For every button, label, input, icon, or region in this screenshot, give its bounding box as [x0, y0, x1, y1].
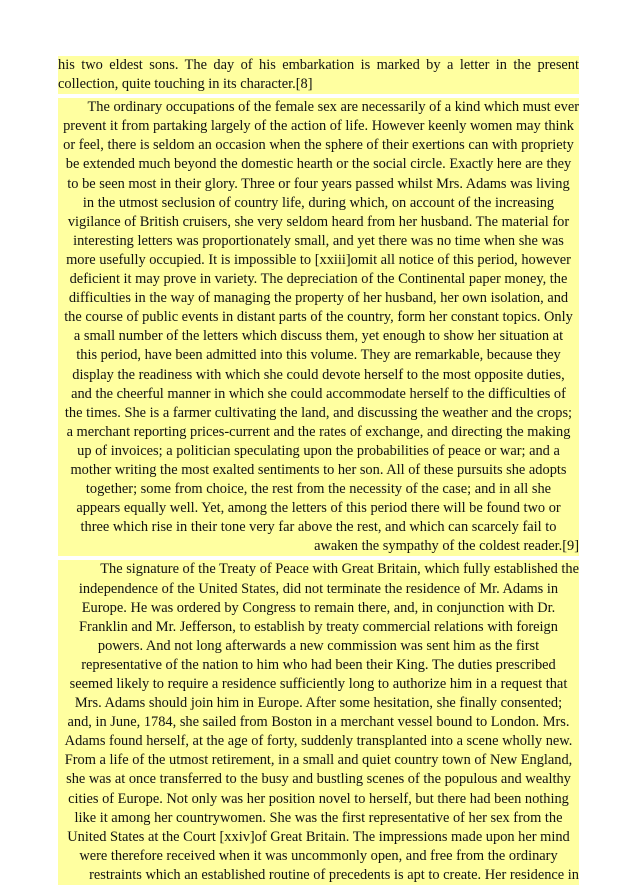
- text-line: difficulties in the way of managing the property of her husband, her own isolation, and: [58, 289, 579, 308]
- text-line: independence of the United States, did not terminate the residence of Mr. Adams in: [58, 580, 579, 599]
- text-line: were therefore received when it was uncommonly open, and free from the ordinary: [58, 847, 579, 866]
- text-line: awaken the sympathy of the coldest reader.[9]: [58, 537, 579, 556]
- text-line: to be seen most in their glory. Three or four years passed whilst Mrs. Adams was living: [58, 175, 579, 194]
- text-line: Europe. He was ordered by Congress to remain there, and, in conjunction with Dr.: [58, 599, 579, 618]
- text-line: more usefully occupied. It is impossible to [xxiii]omit all notice of this period, however: [58, 251, 579, 270]
- text-line: representative of the nation to him who had been their King. The duties prescribed: [58, 656, 579, 675]
- text-line: a small number of the letters which discuss them, yet enough to show her situation at: [58, 327, 579, 346]
- text-line: The ordinary occupations of the female sex are necessarily of a kind which must ever: [58, 98, 579, 117]
- text-line: Adams found herself, at the age of forty, suddenly transplanted into a scene wholly new.: [58, 732, 579, 751]
- text-line: powers. And not long afterwards a new commission was sent him as the first: [58, 637, 579, 656]
- text-line: appears equally well. Yet, among the letters of this period there will be found two or: [58, 499, 579, 518]
- text-line: The signature of the Treaty of Peace with Great Britain, which fully established the: [58, 560, 579, 579]
- text-line: Mrs. Adams should join him in Europe. After some hesitation, she finally consented;: [58, 694, 579, 713]
- text-line: restraints which an established routine of precedents is apt to create. Her residence in: [58, 866, 579, 885]
- text-line: she was at once transferred to the busy and bustling scenes of the populous and wealthy: [58, 770, 579, 789]
- text-line: and the cheerful manner in which she could accommodate herself to the difficulties of: [58, 385, 579, 404]
- paragraph: [58, 98, 579, 556]
- document-body: [58, 56, 579, 889]
- text-line: mother writing the most exalted sentiments to her son. All of these pursuits she adopts: [58, 461, 579, 480]
- text-line: like it among her countrywomen. She was the first representative of her sex from the: [58, 809, 579, 828]
- text-line: this period, have been admitted into this volume. They are remarkable, because they: [58, 346, 579, 365]
- text-line: the times. She is a farmer cultivating the land, and discussing the weather and the crops;: [58, 404, 579, 423]
- text-line: his two eldest sons. The day of his embarkation is marked by a letter in the present: [58, 56, 579, 75]
- text-line: deficient it may prove in variety. The depreciation of the Continental paper money, the: [58, 270, 579, 289]
- text-line: the course of public events in distant parts of the country, form her constant topics. Only: [58, 308, 579, 327]
- text-line: From a life of the utmost retirement, in a small and quiet country town of New England,: [58, 751, 579, 770]
- text-line: seemed likely to require a residence sufficiently long to authorize him in a request that: [58, 675, 579, 694]
- text-line: three which rise in their tone very far above the rest, and which can scarcely fail to: [58, 518, 579, 537]
- text-line: prevent it from partaking largely of the action of life. However keenly women may think: [58, 117, 579, 136]
- text-line: United States at the Court [xxiv]of Great Britain. The impressions made upon her mind: [58, 828, 579, 847]
- text-line: Franklin and Mr. Jefferson, to establish by treaty commercial relations with foreign: [58, 618, 579, 637]
- text-line: collection, quite touching in its character.[8]: [58, 75, 579, 94]
- paragraph: [58, 56, 579, 94]
- text-line: together; some from choice, the rest from the necessity of the case; and in all she: [58, 480, 579, 499]
- paragraph: [58, 560, 579, 885]
- text-line: up of invoices; a politician speculating upon the probabilities of peace or war; and a: [58, 442, 579, 461]
- text-line: or feel, there is seldom an occasion when the sphere of their exertions can with propriety: [58, 136, 579, 155]
- text-line: be extended much beyond the domestic hearth or the social circle. Exactly here are they: [58, 155, 579, 174]
- text-line: and, in June, 1784, she sailed from Boston in a merchant vessel bound to London. Mrs.: [58, 713, 579, 732]
- text-line: interesting letters was proportionately small, and yet there was no time when she was: [58, 232, 579, 251]
- text-line: a merchant reporting prices-current and the rates of exchange, and directing the making: [58, 423, 579, 442]
- text-line: vigilance of British cruisers, she very seldom heard from her husband. The material for: [58, 213, 579, 232]
- text-line: in the utmost seclusion of country life, during which, on account of the increasing: [58, 194, 579, 213]
- text-line: display the readiness with which she could devote herself to the most opposite duties,: [58, 366, 579, 385]
- text-line: cities of Europe. Not only was her position novel to herself, but there had been nothing: [58, 790, 579, 809]
